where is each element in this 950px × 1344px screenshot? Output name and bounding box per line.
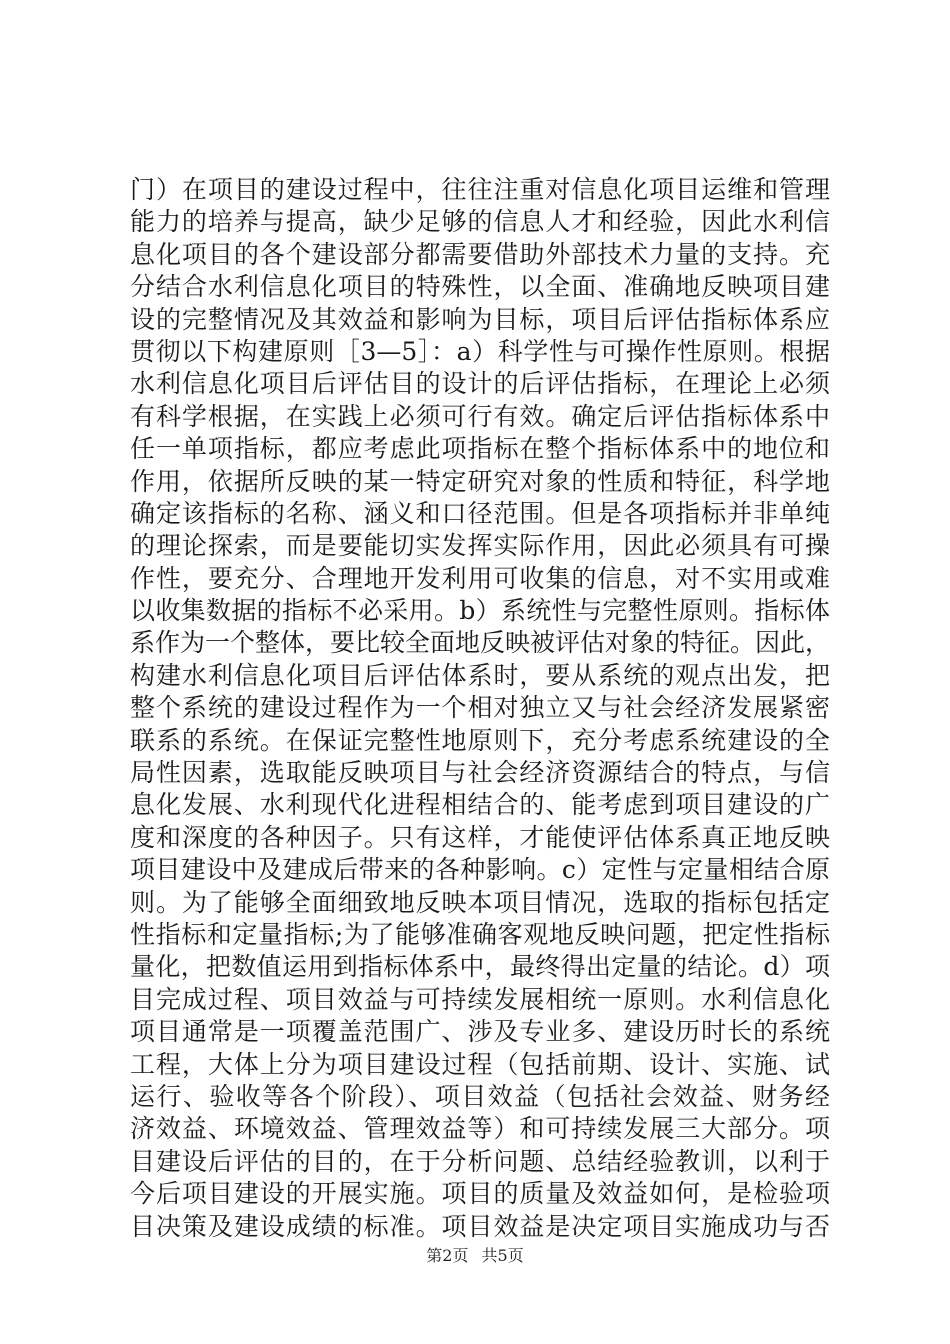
text-line: 门）在项目的建设过程中，往往注重对信息化项目运维和管理 [130, 175, 830, 204]
text-line: 局性因素，选取能反映项目与社会经济资源结合的特点，与信 [130, 758, 830, 788]
text-line: 有科学根据，在实践上必须可行有效。确定后评估指标体系中 [130, 401, 830, 431]
text-line: 分结合水利信息化项目的特殊性，以全面、准确地反映项目建 [130, 272, 830, 302]
text-line: 的理论探索，而是要能切实发挥实际作用，因此必须具有可操 [130, 531, 830, 561]
text-line: 以收集数据的指标不必采用。b）系统性与完整性原则。指标体 [130, 596, 830, 626]
text-line: 今后项目建设的开展实施。项目的质量及效益如何，是检验项 [130, 1179, 830, 1209]
text-line: 系作为一个整体，要比较全面地反映被评估对象的特征。因此， [130, 628, 831, 658]
text-line: 整个系统的建设过程作为一个相对独立又与社会经济发展紧密 [130, 693, 830, 723]
text-line: 作性，要充分、合理地开发利用可收集的信息，对不实用或难 [130, 563, 830, 593]
text-line: 目建设后评估的目的，在于分析问题、总结经验教训，以利于 [130, 1146, 830, 1176]
text-line: 作用，依据所反映的某一特定研究对象的性质和特征，科学地 [130, 466, 830, 496]
page-total: 共5页 [481, 1246, 524, 1265]
text-line: 项目建设中及建成后带来的各种影响。c）定性与定量相结合原 [130, 855, 830, 885]
text-line: 则。为了能够全面细致地反映本项目情况，选取的指标包括定 [130, 887, 830, 917]
text-line: 任一单项指标，都应考虑此项指标在整个指标体系中的地位和 [130, 434, 830, 464]
text-line: 运行、验收等各个阶段）、项目效益（包括社会效益、财务经 [130, 1081, 830, 1111]
text-line: 性指标和定量指标;为了能够准确客观地反映问题，把定性指标 [130, 919, 830, 949]
text-line: 构建水利信息化项目后评估体系时，要从系统的观点出发，把 [130, 660, 830, 690]
page-number: 第2页 [426, 1246, 469, 1265]
text-line: 济效益、环境效益、管理效益等）和可持续发展三大部分。项 [130, 1114, 830, 1144]
text-line: 贯彻以下构建原则［3—5］：a）科学性与可操作性原则。根据 [130, 336, 830, 366]
text-line: 目决策及建设成绩的标准。项目效益是决定项目实施成功与否 [130, 1211, 830, 1241]
page-footer [0, 1246, 950, 1266]
body-paragraph [130, 174, 830, 1243]
text-line: 能力的培养与提高，缺少足够的信息人才和经验，因此水利信 [130, 207, 830, 237]
text-line: 目完成过程、项目效益与可持续发展相统一原则。水利信息化 [130, 984, 830, 1014]
text-line: 量化，把数值运用到指标体系中，最终得出定量的结论。d）项 [130, 952, 830, 982]
text-line: 息化发展、水利现代化进程相结合的、能考虑到项目建设的广 [130, 790, 830, 820]
text-line: 息化项目的各个建设部分都需要借助外部技术力量的支持。充 [130, 239, 830, 269]
text-line: 项目通常是一项覆盖范围广、涉及专业多、建设历时长的系统 [130, 1017, 830, 1047]
text-line: 联系的系统。在保证完整性地原则下，充分考虑系统建设的全 [130, 725, 830, 755]
text-line: 度和深度的各种因子。只有这样，才能使评估体系真正地反映 [130, 822, 830, 852]
text-line: 设的完整情况及其效益和影响为目标，项目后评估指标体系应 [130, 304, 830, 334]
text-line: 水利信息化项目后评估目的设计的后评估指标，在理论上必须 [130, 369, 830, 399]
text-line: 工程，大体上分为项目建设过程（包括前期、设计、实施、试 [130, 1049, 830, 1079]
text-line: 确定该指标的名称、涵义和口径范围。但是各项指标并非单纯 [130, 498, 830, 528]
